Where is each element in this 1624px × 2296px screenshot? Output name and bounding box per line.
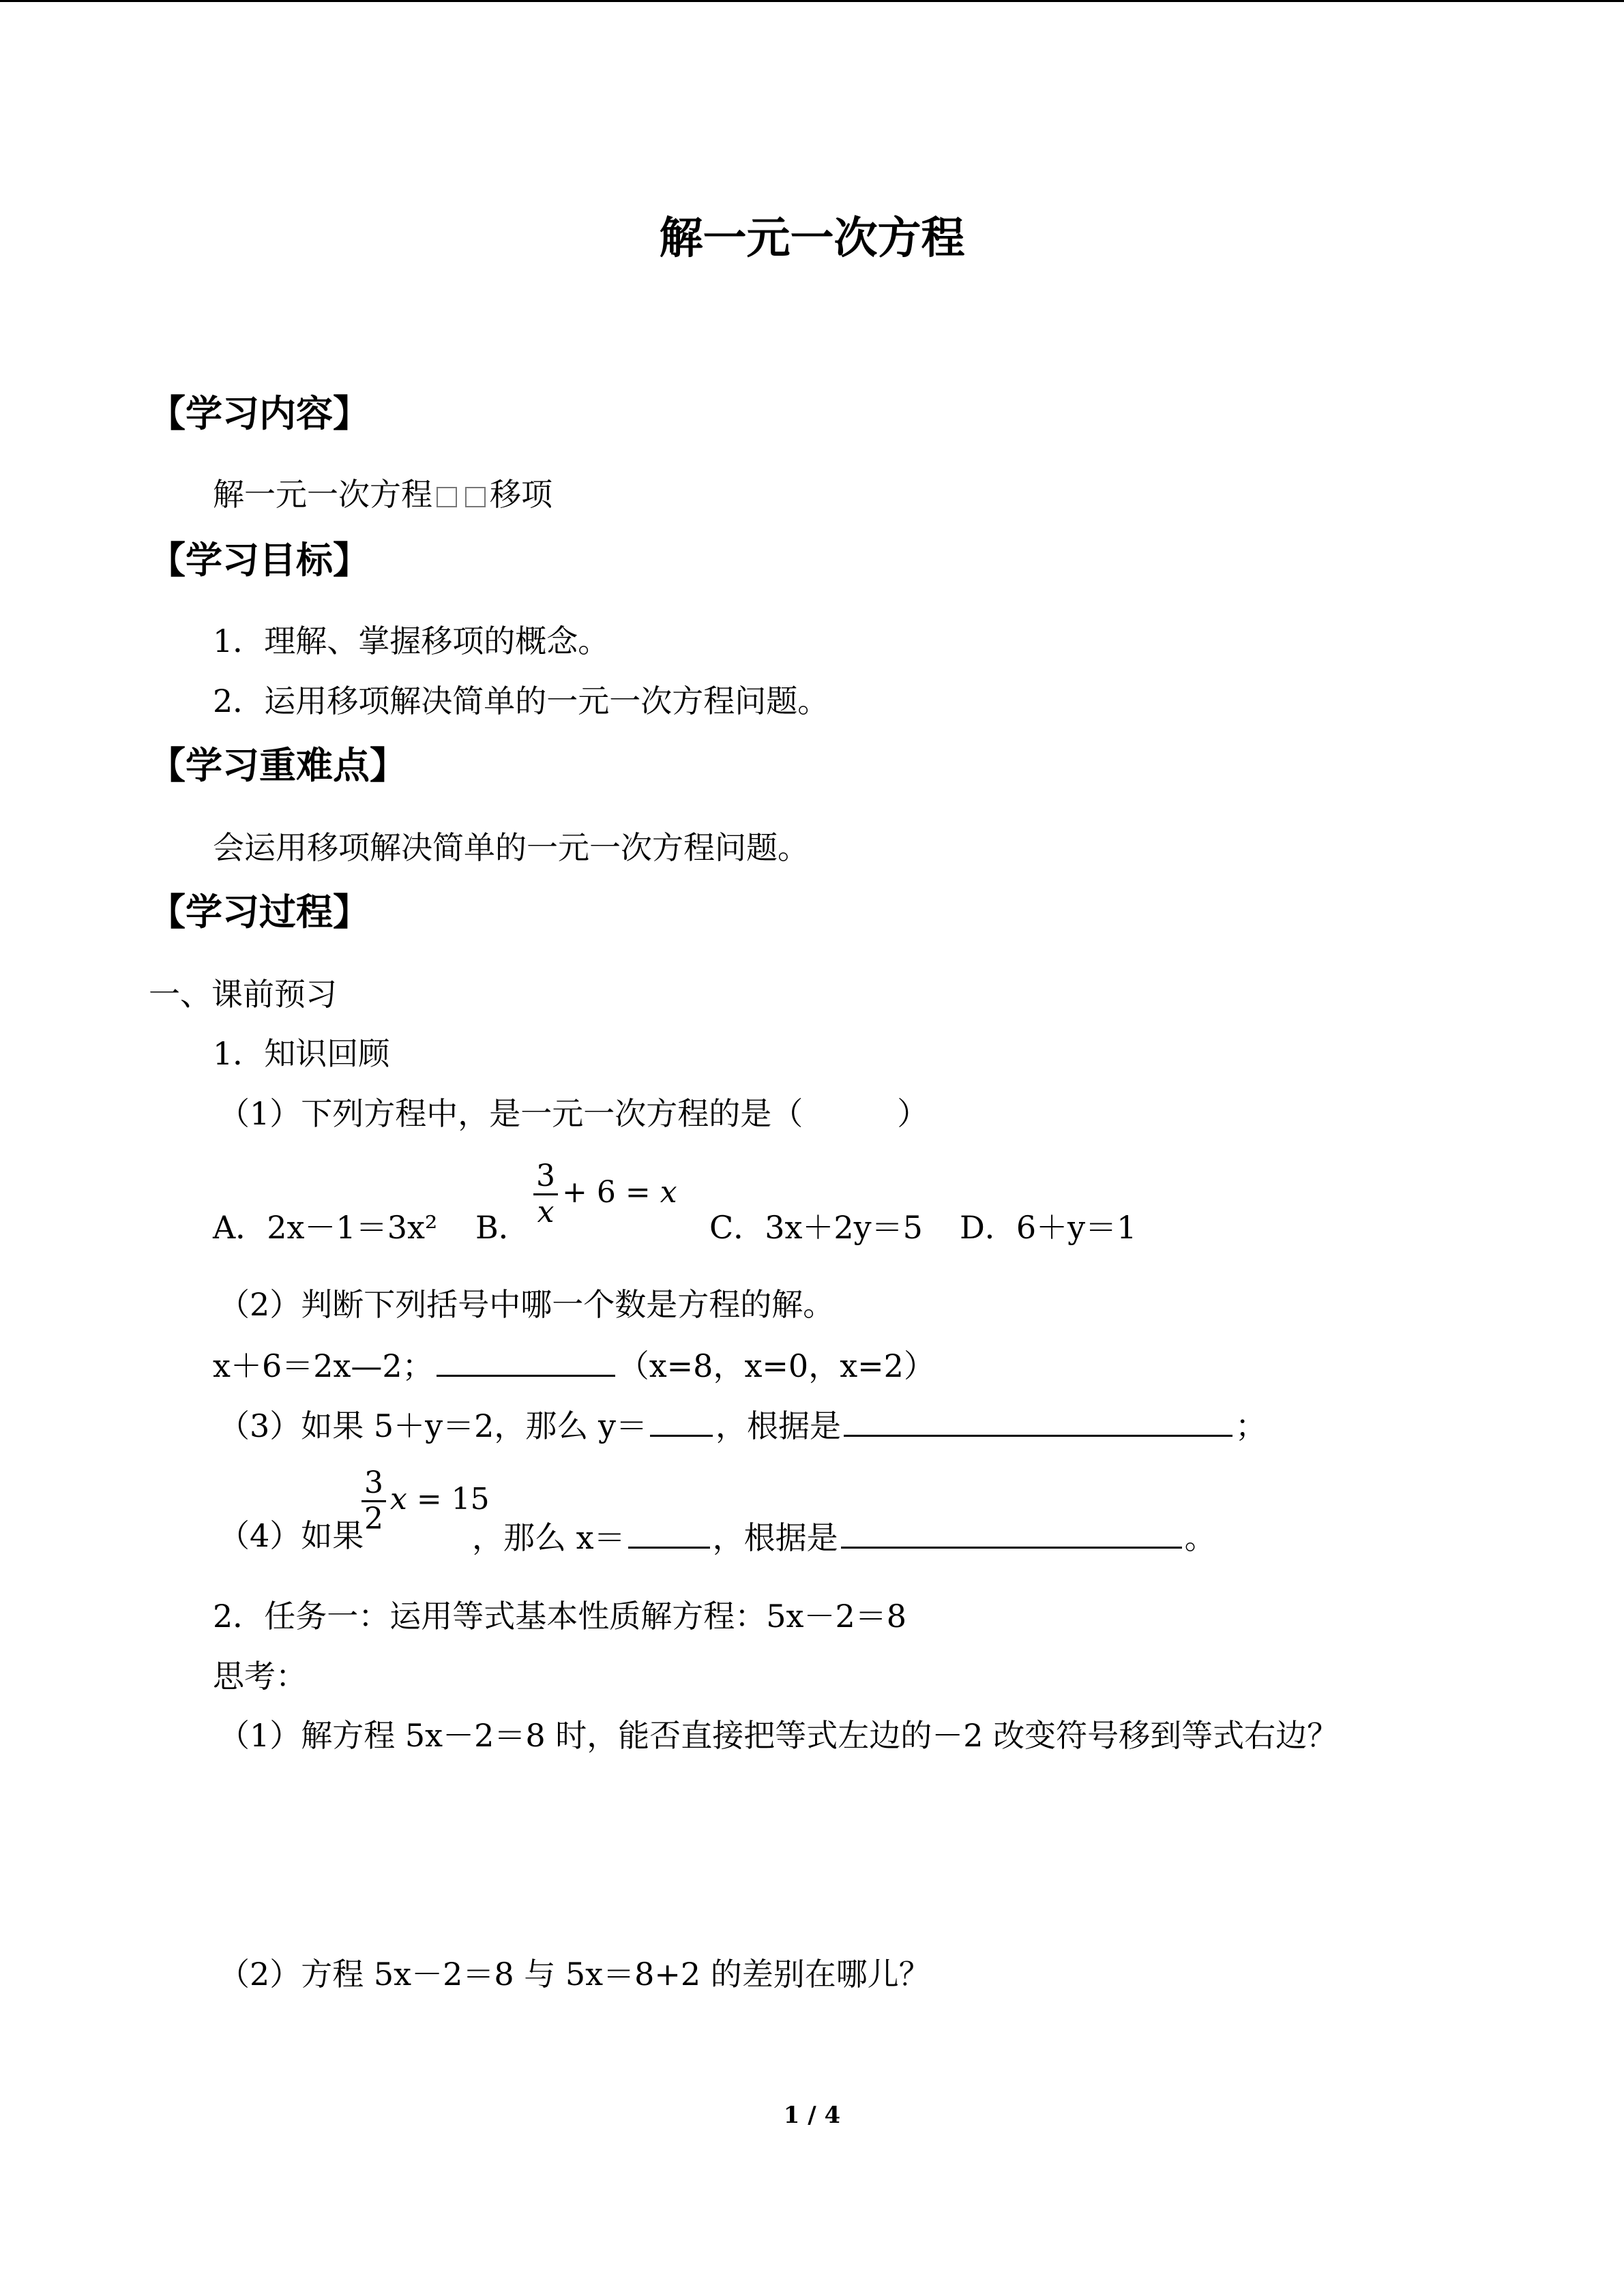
- think-question-1: （1）解方程 5x－2＝8 时，能否直接把等式左边的－2 改变符号移到等式右边？: [218, 1717, 1339, 1754]
- formula-variable: x: [390, 1482, 407, 1517]
- answer-blank-reason[interactable]: [844, 1403, 1232, 1437]
- question-1: （1）下列方程中，是一元一次方程的是（ ）: [218, 1095, 929, 1132]
- fraction-denominator: 2: [364, 1502, 383, 1536]
- heading-goals: 【学习目标】: [149, 539, 370, 582]
- think-label: 思考：: [213, 1658, 307, 1695]
- question-3-part-b: ，根据是: [715, 1407, 842, 1444]
- question-4: [218, 1515, 364, 1556]
- question-3-end: ；: [1235, 1407, 1267, 1444]
- fraction-numerator: 3: [361, 1466, 386, 1502]
- preview-heading: 一、课前预习: [149, 976, 337, 1013]
- heading-process: 【学习过程】: [149, 891, 370, 934]
- question-3-part-a: （3）如果 5＋y＝2，那么 y＝: [218, 1407, 648, 1444]
- content-text-a: 解一元一次方程: [213, 476, 432, 513]
- missing-glyph-box: [465, 487, 486, 507]
- fraction-denominator: x: [537, 1195, 555, 1229]
- question-4-part-a: （4）如果: [218, 1517, 364, 1554]
- answer-blank[interactable]: [437, 1343, 615, 1377]
- question-2-equation-line: [213, 1343, 935, 1386]
- goal-item-1: 1．理解、掌握移项的概念。: [213, 623, 610, 659]
- content-text: [213, 474, 552, 515]
- content-text-b: 移项: [490, 476, 552, 513]
- goal-item-2: 2．运用移项解决简单的一元一次方程问题。: [213, 683, 829, 719]
- question-4-part-b: ，那么 x＝: [472, 1519, 625, 1556]
- question-4-tail: [472, 1515, 1216, 1558]
- answer-blank-x[interactable]: [628, 1515, 710, 1549]
- answer-blank-y[interactable]: [650, 1403, 713, 1437]
- heading-content: 【学习内容】: [149, 392, 370, 435]
- option-a: A．2x－1＝3x²: [213, 1209, 438, 1246]
- heading-key-points: 【学习重难点】: [149, 744, 407, 787]
- task-1: 2．任务一：运用等式基本性质解方程：5x－2＝8: [213, 1598, 907, 1635]
- question-3: [218, 1403, 1267, 1446]
- formula-rest: = 15: [407, 1482, 490, 1517]
- fraction: [361, 1466, 386, 1536]
- question-2-choices: （x=8，x=0，x=2）: [617, 1347, 935, 1384]
- option-d: D．6＋y＝1: [960, 1209, 1137, 1246]
- knowledge-review: 1．知识回顾: [213, 1035, 390, 1072]
- question-4-formula: [361, 1466, 490, 1536]
- option-b-label: B．: [475, 1209, 530, 1246]
- question-4-end: 。: [1184, 1519, 1216, 1556]
- formula-rest: + 6 =: [562, 1175, 660, 1210]
- document-title: 解一元一次方程: [659, 213, 965, 264]
- fraction: [533, 1159, 558, 1229]
- page-number: 1 / 4: [783, 2102, 841, 2129]
- key-points-text: 会运用移项解决简单的一元一次方程问题。: [213, 829, 809, 866]
- question-2-equation: x＋6＝2x—2；: [213, 1347, 434, 1384]
- question-2: （2）判断下列括号中哪一个数是方程的解。: [218, 1286, 835, 1323]
- option-b-formula: [533, 1159, 677, 1229]
- option-c: C．3x＋2y＝5: [709, 1209, 923, 1246]
- formula-variable: x: [660, 1175, 677, 1210]
- think-question-2: （2）方程 5x－2＝8 与 5x＝8+2 的差别在哪儿？: [218, 1956, 930, 1993]
- answer-blank-reason[interactable]: [841, 1515, 1182, 1549]
- missing-glyph-box: [437, 487, 457, 507]
- fraction-numerator: 3: [533, 1159, 558, 1195]
- question-4-part-c: ，根据是: [712, 1519, 838, 1556]
- top-border: [0, 0, 1624, 2]
